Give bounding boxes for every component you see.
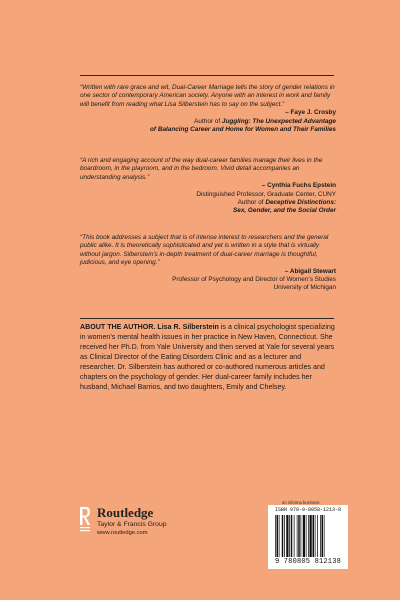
review-quote-stewart xyxy=(80,234,336,293)
quote-attribution xyxy=(80,182,336,216)
publisher-name: Routledge xyxy=(97,505,154,520)
top-divider xyxy=(80,75,334,76)
review-quote-epstein xyxy=(80,157,336,216)
quote-text: “Written with rare grace and wit, Dual-Career Marriage tells the story of gender relations in one sector of contemporary American society. Anyone with an interest in work and family will benefit from reading what Lisa Silberstein has to say on the subject.” xyxy=(80,84,335,108)
reviewer-credit: Author of Juggling: The Unexpected Advantage xyxy=(194,117,336,125)
publisher-text xyxy=(97,506,167,537)
about-the-author xyxy=(80,322,338,392)
quote-text: “A rich and engaging account of the way dual-career families manage their lives in the boardroom, in the playroom, and in the bedroom. Vivid detail accompanies an understanding analysis.” xyxy=(80,157,323,181)
isbn-label: ISBN 978-0-8058-1213-8 xyxy=(274,507,341,513)
barcode-icon xyxy=(274,515,342,557)
publisher-block xyxy=(78,503,167,539)
reviewer-name: – Faye J. Crosby xyxy=(285,109,336,117)
book-title: Juggling: The Unexpected Advantage xyxy=(221,117,336,125)
reviewer-position: Distinguished Professor, Graduate Center, CUNY xyxy=(196,190,336,198)
about-body: is a clinical psychologist specializing in women’s mental health issues in her practice in New Haven, Connecticut. She received her Ph.D. from Yale University and then served at Yale for several years as Clinical Director of the Eating Disorders Clinic and as a lecturer and researcher. Dr. Silberstein has authored or co-authored numerous articles and chapters on the psychology of gender. Her dual-career family includes her husband, Michael Barrios, and two daughters, Emily and Chelsey. xyxy=(80,323,335,391)
barcode-digits: 9 780805 812138 xyxy=(274,558,341,566)
reviewer-position: Professor of Psychology and Director of Women’s Studies xyxy=(172,276,336,284)
reviewer-credit: Author of Deceptive Distinctions: xyxy=(237,199,336,207)
about-lead: ABOUT THE AUTHOR. Lisa R. Silberstein xyxy=(80,323,219,331)
quote-attribution xyxy=(80,268,336,293)
reviewer-name: – Abigail Stewart xyxy=(284,267,336,275)
publisher-group: Taylor & Francis Group xyxy=(97,521,167,528)
reviewer-name: – Cynthia Fuchs Epstein xyxy=(261,182,336,190)
book-title-cont: of Balancing Career and Home for Women and Their Families xyxy=(150,126,336,134)
quote-text: “This book addresses a subject that is of intense interest to researchers and the general public alike. It is theoretically sophisticated and yet is written in a style that is virtually without jargon. Silberstein’s in-depth treatment of dual-career marriage is thoughtful, judicious, and eye opening.” xyxy=(80,234,329,267)
quote-attribution xyxy=(80,109,336,134)
publisher-url: www.routledge.com xyxy=(97,530,148,536)
routledge-r-logo-icon xyxy=(78,503,92,539)
isbn-barcode xyxy=(268,505,348,569)
reviewer-affiliation: University of Michigan xyxy=(273,284,336,292)
bottom-divider xyxy=(80,318,334,319)
book-title: Deceptive Distinctions: xyxy=(265,199,336,207)
book-title-cont: Sex, Gender, and the Social Order xyxy=(233,207,336,215)
informa-tagline: an informa business xyxy=(282,500,320,505)
review-quote-crosby xyxy=(80,84,336,134)
